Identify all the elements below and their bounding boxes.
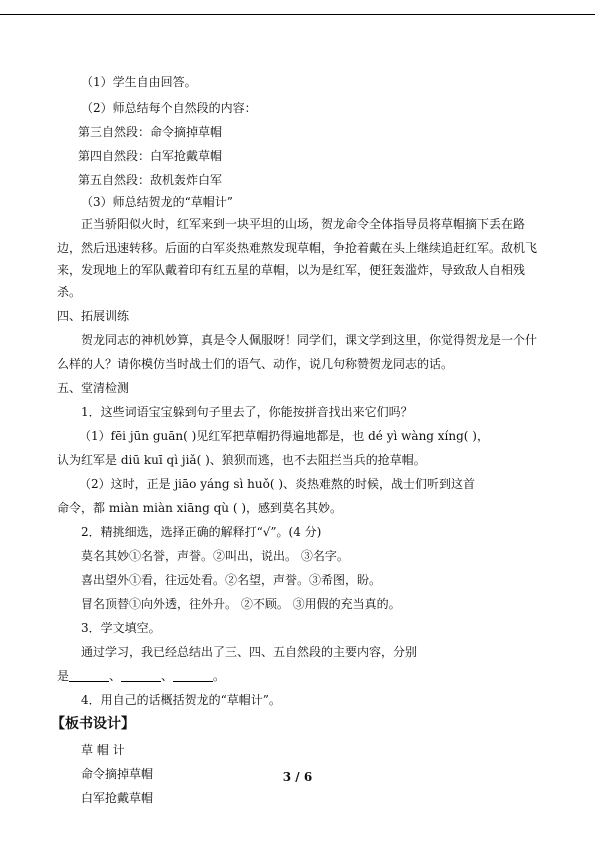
board-line-2: 白军抢戴草帽 [81, 791, 154, 805]
question-1-part-1-cont: 认为红军是 diū kuī qì jiǎ( )、狼狈而逃，也不去阻拦当兵的抢草帽。 [57, 453, 426, 467]
fill-sep-1: 、 [109, 669, 122, 683]
answer-1: （1）学生自由回答。 [81, 75, 197, 89]
question-1-part-2-cont: 命令，都 miàn miàn xiāng qù ( )，感到莫名其妙。 [57, 501, 343, 515]
fill-blank-line [57, 668, 225, 684]
board-line-1: 命令摘掉草帽 [81, 767, 154, 781]
fill-prefix: 是 [57, 669, 70, 683]
idiom-1: 莫名其妙①名誉，声誉。②叫出，说出。 ③名字。 [81, 549, 349, 563]
blank-1[interactable] [69, 669, 109, 682]
page-number: 3 / 6 [282, 770, 313, 784]
extension-line-1: 贺龙同志的神机妙算，真是令人佩服呀！同学们，课文学到这里，你觉得贺龙是一个什 [81, 333, 538, 347]
idiom-3: 冒名顶替①向外透，往外升。 ②不顾。 ③用假的充当真的。 [81, 597, 401, 611]
blank-2[interactable] [121, 669, 161, 682]
summary-para-4: 第四自然段：白军抢戴草帽 [78, 149, 223, 163]
question-3-text: 通过学习，我已经总结出了三、四、五自然段的主要内容，分别 [81, 645, 418, 659]
summary-para-3: 第三自然段：命令摘掉草帽 [78, 125, 223, 139]
board-title: 草 帽 计 [81, 743, 125, 757]
answer-3: （3）师总结贺龙的“草帽计” [81, 195, 233, 209]
story-line-3: 来，发现地上的军队戴着印有红五星的草帽，以为是红军，便狂轰滥炸，导致敌人自相残 [57, 263, 526, 277]
story-line-2: 边，然后迅速转移。后面的白军炎热难熬发现草帽，争抢着戴在头上继续追赶红军。敌机飞 [57, 241, 538, 255]
blank-3[interactable] [173, 669, 213, 682]
story-line-4: 杀。 [57, 285, 82, 299]
answer-2: （2）师总结每个自然段的内容： [81, 101, 257, 115]
extension-line-2: 么样的人？请你模仿当时战士们的语气、动作，说几句称赞贺龙同志的话。 [57, 357, 454, 371]
question-4: 4．用自己的话概括贺龙的“草帽计”。 [81, 693, 281, 707]
story-line-1: 正当骄阳似火时，红军来到一块平坦的山场，贺龙命令全体指导员将草帽摘下丢在路 [81, 217, 526, 231]
question-2: 2．精挑细选，选择正确的解释打“√”。(4 分) [81, 525, 322, 539]
section-5-heading: 五、堂清检测 [57, 381, 130, 395]
fill-end: 。 [213, 669, 226, 683]
summary-para-5: 第五自然段：敌机轰炸白军 [78, 173, 223, 187]
fill-sep-2: 、 [161, 669, 174, 683]
section-4-heading: 四、拓展训练 [57, 309, 130, 323]
board-design-heading: 【板书设计】 [51, 716, 135, 732]
question-3: 3．学文填空。 [81, 621, 161, 635]
idiom-2: 喜出望外①看，往远处看。②名望，声誉。③希图，盼。 [81, 573, 382, 587]
question-1-part-1: （1）fēi jūn guān( )见红军把草帽扔得遍地都是，也 dé yì wàng xíng( )， [79, 429, 489, 443]
question-1: 1．这些词语宝宝躲到句子里去了，你能按拼音找出来它们吗？ [81, 405, 413, 419]
question-1-part-2: （2）这时，正是 jiāo yáng sì huǒ( )、炎热难熬的时候，战士们听到这首 [79, 477, 476, 491]
header-rule [0, 14, 595, 15]
